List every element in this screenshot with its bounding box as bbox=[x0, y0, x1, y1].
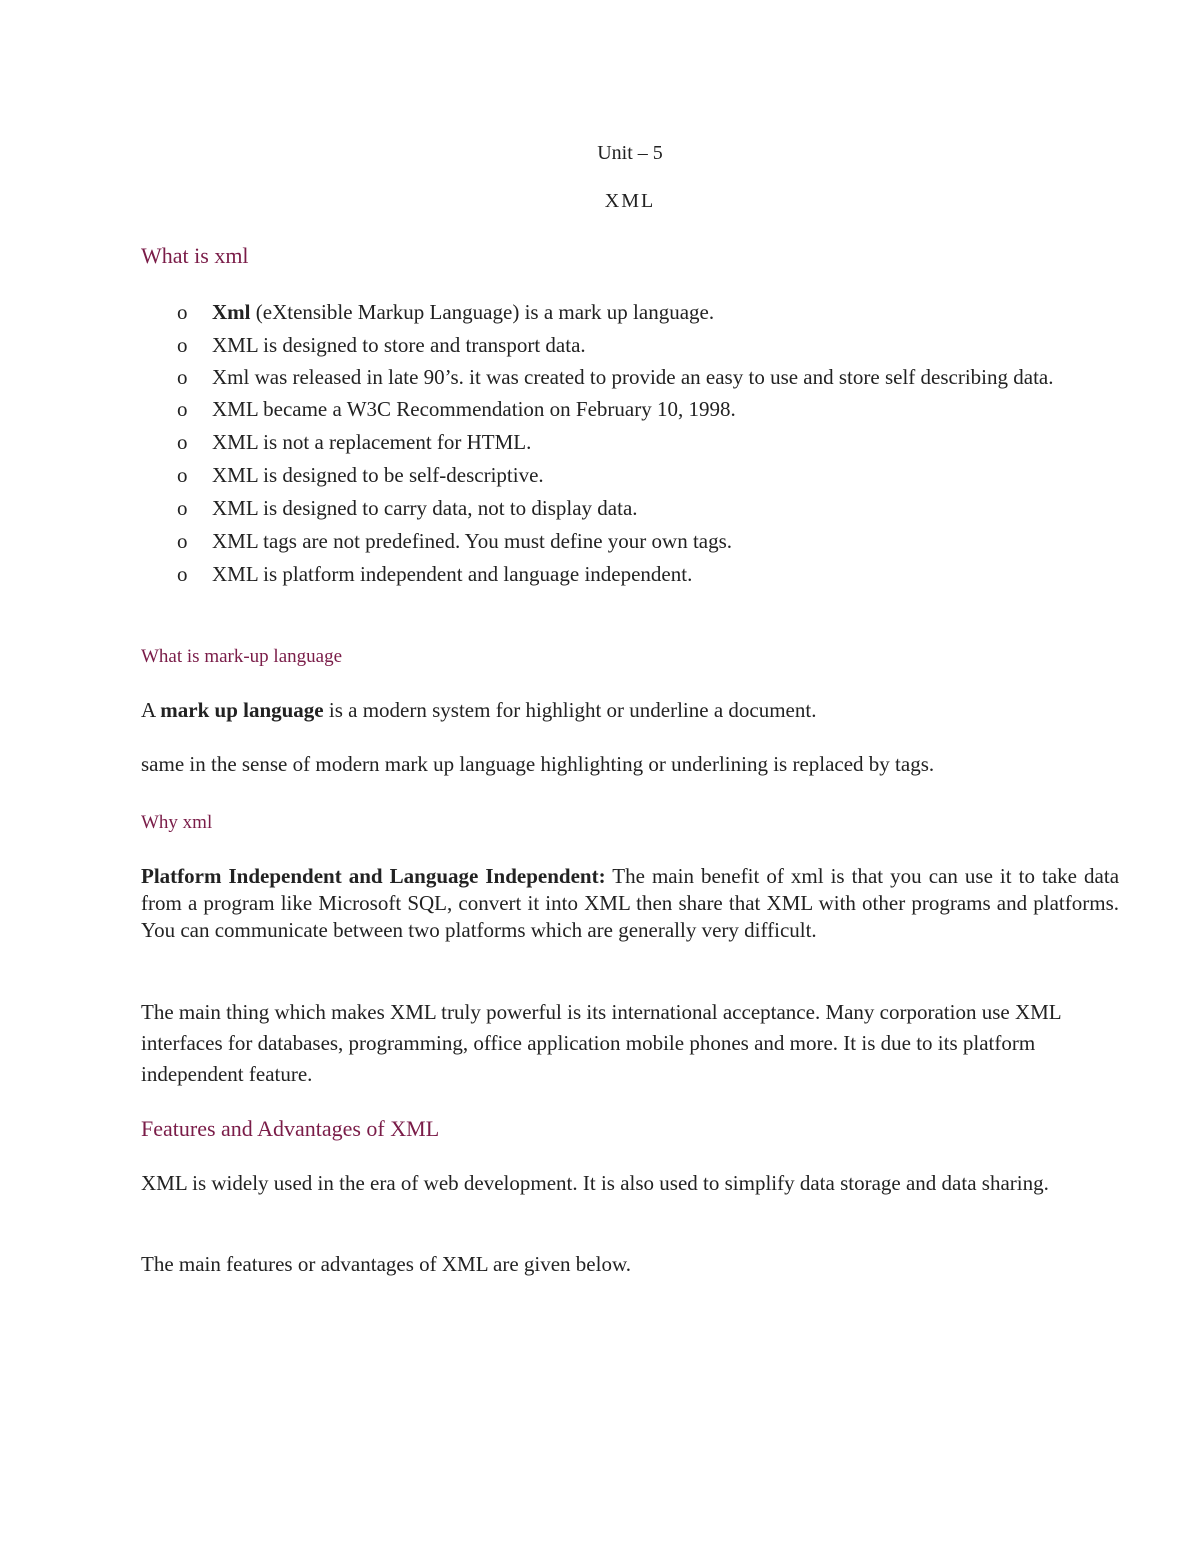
bullet-marker: o bbox=[177, 333, 188, 357]
paragraph-text: The main benefit of xml is that you can use it to take data from a program like Microsoft SQL, convert it into XML then share that XML with other programs and platforms. You can communicate between two platforms which are generally very difficult. bbox=[141, 864, 1120, 942]
unit-title: Unit – 5 bbox=[597, 142, 663, 164]
bold-term: mark up language bbox=[160, 698, 324, 722]
bold-term: Xml bbox=[212, 300, 251, 324]
list-item bbox=[141, 460, 1121, 491]
paragraph-text: is a modern system for highlight or underline a document. bbox=[323, 698, 817, 722]
list-item-text: XML is not a replacement for HTML. bbox=[212, 430, 532, 454]
why-paragraph-1 bbox=[141, 863, 1119, 944]
list-item-text: (eXtensible Markup Language) is a mark up language. bbox=[250, 300, 715, 324]
markup-paragraph-1 bbox=[141, 697, 1119, 724]
list-item bbox=[141, 394, 1121, 425]
list-item bbox=[141, 526, 1121, 557]
list-item-text: XML is platform independent and language independent. bbox=[212, 562, 693, 586]
list-item bbox=[141, 493, 1121, 524]
list-item-text: XML is designed to be self-descriptive. bbox=[212, 463, 544, 487]
section-heading-features: Features and Advantages of XML bbox=[141, 1116, 440, 1141]
bold-term: Platform Independent and Language Independent: bbox=[141, 864, 606, 888]
list-item bbox=[141, 363, 1121, 392]
list-item bbox=[141, 427, 1121, 458]
bullet-marker: o bbox=[177, 365, 188, 389]
bullet-marker: o bbox=[177, 300, 188, 324]
bullet-marker: o bbox=[177, 496, 188, 520]
section-heading-what-is-markup: What is mark-up language bbox=[141, 646, 343, 667]
list-item-text: XML is designed to carry data, not to display data. bbox=[212, 496, 638, 520]
bullet-marker: o bbox=[177, 397, 188, 421]
subject-title: XML bbox=[604, 190, 656, 212]
bullet-marker: o bbox=[177, 562, 188, 586]
list-item-text: XML tags are not predefined. You must define your own tags. bbox=[212, 529, 733, 553]
list-item-text: XML became a W3C Recommendation on February 10, 1998. bbox=[212, 397, 736, 421]
list-item-text: XML is designed to store and transport data. bbox=[212, 333, 586, 357]
bullet-marker: o bbox=[177, 529, 188, 553]
xml-bullet-list bbox=[141, 297, 1121, 592]
bullet-marker: o bbox=[177, 463, 188, 487]
bullet-marker: o bbox=[177, 430, 188, 454]
section-heading-what-is-xml: What is xml bbox=[141, 243, 249, 268]
why-paragraph-2: The main thing which makes XML truly powerful is its international acceptance. Many corporation use XML interfaces for databases, programming, office application mobile phones and more. It is due to its platform independent feature. bbox=[141, 1000, 1061, 1086]
list-item bbox=[141, 559, 1121, 590]
paragraph-text: A bbox=[141, 698, 161, 722]
features-paragraph-1: XML is widely used in the era of web development. It is also used to simplify data storage and data sharing. bbox=[141, 1171, 1049, 1195]
section-heading-why-xml: Why xml bbox=[141, 812, 213, 833]
list-item bbox=[141, 297, 1121, 328]
list-item bbox=[141, 330, 1121, 361]
features-paragraph-2: The main features or advantages of XML are given below. bbox=[141, 1252, 632, 1276]
markup-paragraph-2: same in the sense of modern mark up language highlighting or underlining is replaced by tags. bbox=[141, 752, 935, 776]
list-item-text: Xml was released in late 90’s. it was created to provide an easy to use and store self describing data. bbox=[212, 365, 1054, 389]
